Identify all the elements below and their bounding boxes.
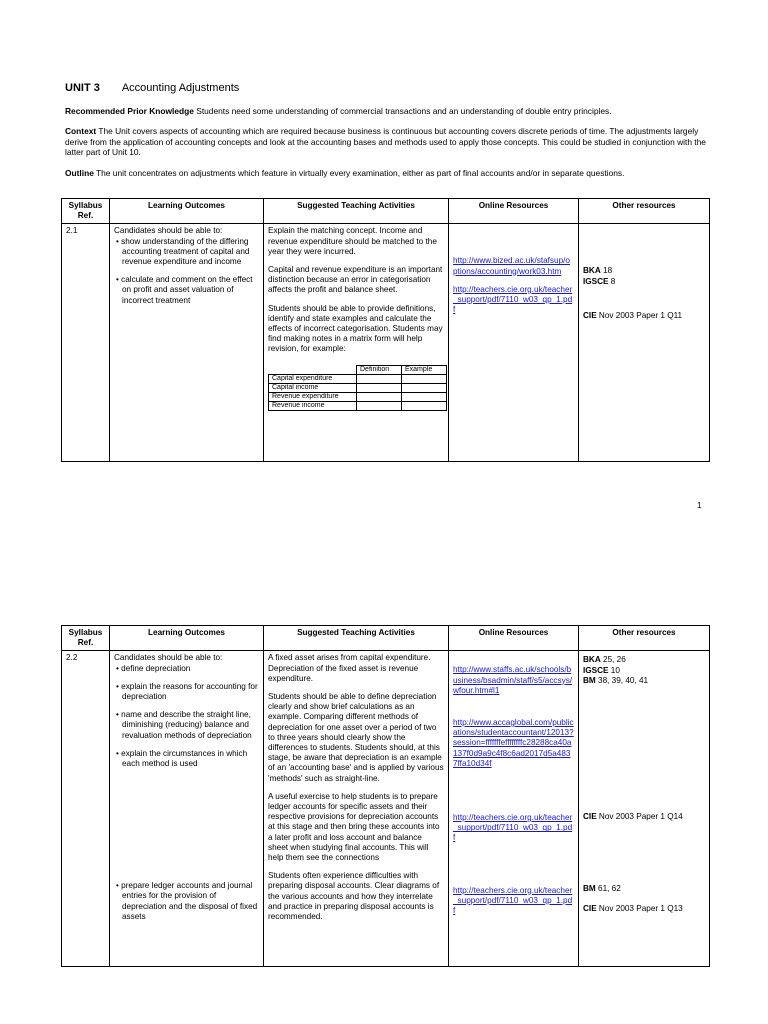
outcome-intro: Candidates should be able to: [114, 226, 223, 236]
syllabus-table-page1 [61, 198, 710, 462]
resource-code: BKA [583, 655, 601, 665]
header-syllabus-ref: Syllabus Ref. [62, 626, 110, 651]
matrix-row-label: Revenue income [269, 401, 357, 410]
bized-link[interactable]: http://www.bized.ac.uk/stafsup/options/accounting/work03.htm [453, 256, 570, 276]
learning-outcomes-cell [110, 224, 264, 462]
resource-value: 38, 39, 40, 41 [595, 675, 649, 685]
outcome-item: • explain the reasons for accounting for depreciation [116, 681, 258, 702]
other-resources-cell [579, 224, 710, 462]
resource-code: CIE [583, 812, 597, 822]
table-row [62, 651, 710, 967]
table-row [62, 224, 710, 462]
table-header-row [62, 626, 710, 651]
revision-matrix [268, 365, 447, 411]
activity-text: Students often experience difficulties with preparing disposal accounts. Clear diagrams of the various accounts and how they interrelate and practice in preparing disposal accounts is recommended. [268, 871, 440, 922]
syllabus-ref-cell: 2.1 [62, 224, 110, 462]
activity-text: A fixed asset arises from capital expenditure. Depreciation of the fixed asset is revenue expenditure. [268, 653, 431, 683]
header-online-resources: Online Resources [449, 626, 579, 651]
teaching-activities-cell [264, 651, 449, 967]
teaching-activities-cell [264, 224, 449, 462]
resource-value: 25, 26 [600, 655, 626, 665]
outcome-item: • explain the circumstances in which each method is used [116, 748, 248, 769]
header-syllabus-ref: Syllabus Ref. [62, 199, 110, 224]
resource-code: BM [583, 675, 596, 685]
resource-code: BM [583, 884, 596, 894]
outcome-intro: Candidates should be able to: [114, 653, 223, 663]
resource-value: Nov 2003 Paper 1 Q13 [596, 904, 683, 914]
unit-title: Accounting Adjustments [121, 82, 240, 94]
outcome-item: • show understanding of the differing accounting treatment of capital and revenue expenditure and income [116, 236, 250, 267]
outcome-item: • name and describe the straight line, diminishing (reducing) balance and revaluation methods of depreciation [116, 710, 252, 740]
cie-paper-link[interactable]: http://teachers.cie.org.uk/teacher_support/pdf/7110_w03_qp_1.pdf [453, 284, 573, 315]
cie-paper-link[interactable]: http://teachers.cie.org.uk/teacher_support/pdf/7110_w03_qp_1.pdf [453, 813, 573, 843]
context-label: Context [65, 126, 97, 136]
context-text: The Unit covers aspects of accounting which are required because business is continuous but accounting covers discrete periods of time. The adjustments largely derive from the application of accounting concepts and look at the accounting bases and methods used to apply those concepts. This could be studied in conjunction with the latter part of Unit 10. [65, 126, 706, 158]
outline-paragraph [65, 168, 710, 179]
resource-code: BKA [583, 266, 601, 276]
outline-text: The unit concentrates on adjustments which feature in virtually every examination, either as part of final accounts and/or in separate questions. [93, 168, 625, 178]
activity-text: Students should be able to provide definitions, identify and state examples and calculate the effects of incorrect categorisation. Students may find making notes in a matrix form will help revision, for example: [268, 303, 443, 354]
outcome-item: • prepare ledger accounts and journal entries for the provision of depreciation and the disposal of fixed assets [116, 881, 258, 921]
resource-code: IGSCE [583, 276, 609, 286]
resource-value: 18 [600, 266, 613, 276]
prior-knowledge-label: Recommended Prior Knowledge [65, 106, 194, 116]
matrix-row-label: Capital expenditure [269, 374, 357, 383]
header-other-resources: Other resources [579, 199, 710, 224]
header-other-resources: Other resources [579, 626, 710, 651]
page-number: 1 [697, 500, 702, 510]
resource-value: 61, 62 [595, 884, 621, 894]
context-paragraph [65, 126, 710, 158]
prior-knowledge-paragraph [65, 106, 710, 117]
activity-text: A useful exercise to help students is to prepare ledger accounts for specific assets and their respective provisions for depreciation accounts at this stage and then bring these accounts into a later profit and loss account and balance sheet when studying final accounts. This will help them see the connections [268, 791, 440, 863]
resource-value: 8 [608, 276, 616, 286]
outcome-item: • define depreciation [116, 663, 191, 673]
resource-code: IGSCE [583, 665, 609, 675]
resource-value: Nov 2003 Paper 1 Q14 [596, 812, 683, 822]
header-teaching-activities: Suggested Teaching Activities [264, 626, 449, 651]
matrix-row-label: Revenue expenditure [269, 392, 357, 401]
resource-value: Nov 2003 Paper 1 Q11 [596, 310, 683, 320]
matrix-header-definition: Definition [357, 365, 402, 374]
resource-code: CIE [583, 310, 597, 320]
staffs-link[interactable]: http://www.staffs.ac.uk/schools/business/bsadmin/staff/s5/accsys/wfour.htm#l1 [453, 665, 573, 695]
header-online-resources: Online Resources [449, 199, 579, 224]
online-resources-cell [449, 224, 579, 462]
prior-knowledge-text: Students need some understanding of commercial transactions and an understanding of double entry principles. [193, 106, 612, 116]
other-resources-cell [579, 651, 710, 967]
unit-heading [65, 82, 239, 94]
table-header-row [62, 199, 710, 224]
matrix-row-label: Capital income [269, 383, 357, 392]
header-teaching-activities: Suggested Teaching Activities [264, 199, 449, 224]
outline-label: Outline [65, 168, 94, 178]
activity-text: Explain the matching concept. Income and revenue expenditure should be matched to the year they were incurred. [268, 226, 437, 256]
matrix-header-example: Example [402, 365, 447, 374]
header-learning-outcomes: Learning Outcomes [110, 199, 264, 224]
unit-label: UNIT 3 [65, 82, 100, 94]
activity-text: Students should be able to define depreciation clearly and show brief calculations as an example. Comparing different methods of depreciation for one asset over a period of two to three years should clearly show the differences to students. Students should, at this stage, be aware that depreciation is an example of an 'accounting base' and is applied by various 'methods' such as straight-line. [268, 692, 444, 783]
accaglobal-link[interactable]: http://www.accaglobal.com/publications/studentaccountant/12013?session=fffffffeffffffffc28288ca40a137f0d9a9c4f8c6ad2017d5a4837ffa10d34f [453, 718, 574, 768]
header-learning-outcomes: Learning Outcomes [110, 626, 264, 651]
resource-code: CIE [583, 904, 597, 914]
activity-text: Capital and revenue expenditure is an important distinction because an error in categorisation affects the profit and balance sheet. [268, 265, 443, 295]
learning-outcomes-cell [110, 651, 264, 967]
syllabus-ref-cell: 2.2 [62, 651, 110, 967]
cie-paper-link-2[interactable]: http://teachers.cie.org.uk/teacher_support/pdf/7110_w03_qp_1.pdf [453, 885, 573, 916]
online-resources-cell [449, 651, 579, 967]
resource-value: 10 [608, 665, 620, 675]
syllabus-table-page2 [61, 625, 710, 967]
outcome-item: • calculate and comment on the effect on profit and asset valuation of incorrect treatment [116, 275, 253, 305]
